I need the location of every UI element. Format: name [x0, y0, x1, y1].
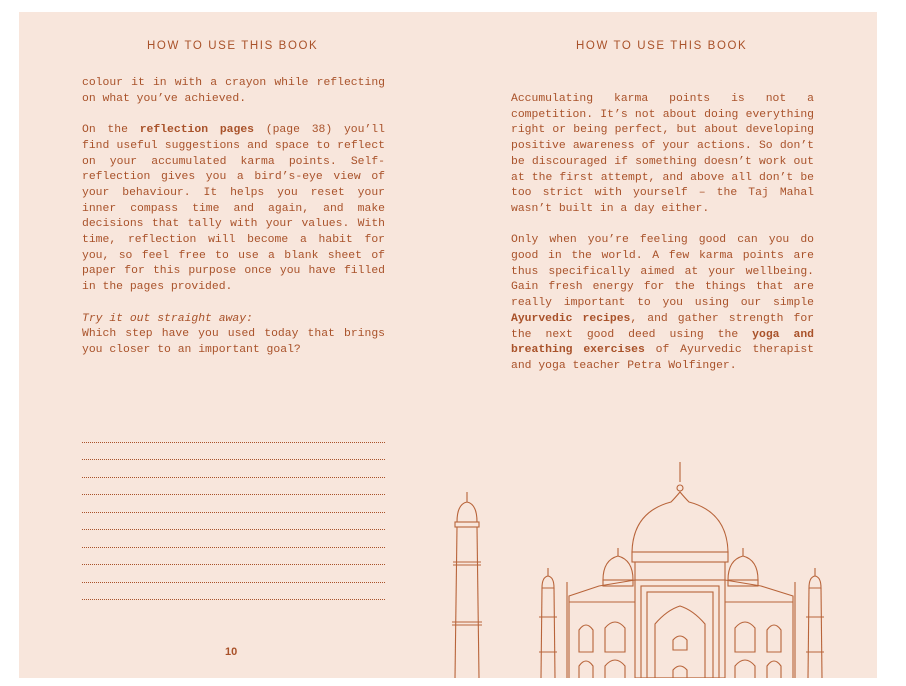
writing-line[interactable]	[82, 494, 385, 495]
writing-line[interactable]	[82, 442, 385, 443]
left-paragraph-2	[82, 123, 385, 296]
right-paragraph-1: Accumulating karma points is not a competition. It’s not about doing everything right or being perfect, but about developing positive awareness of your actions. So don’t be discouraged if something doesn’t work out at the first attempt, and above all don’t be too strict with yourself – the Taj Mahal wasn’t built in a day either.	[511, 93, 814, 215]
left-paragraph-1: colour it in with a crayon while reflecting on what you’ve achieved.	[82, 77, 385, 105]
try-label: Try it out straight away:	[82, 312, 253, 325]
right-page-body	[511, 92, 814, 390]
writing-line[interactable]	[82, 512, 385, 513]
writing-line[interactable]	[82, 564, 385, 565]
page-number: 10	[225, 646, 238, 658]
try-it-block	[82, 312, 385, 359]
small-minarets	[539, 568, 824, 678]
main-dome	[632, 462, 728, 580]
try-question: Which step have you used today that brings you closer to an important goal?	[82, 328, 385, 356]
writing-line[interactable]	[82, 459, 385, 460]
taj-mahal-illustration	[419, 452, 877, 678]
right-page-header: HOW TO USE THIS BOOK	[576, 40, 748, 52]
writing-line[interactable]	[82, 477, 385, 478]
para2-pre: On the	[82, 124, 140, 137]
writing-line[interactable]	[82, 529, 385, 530]
ayurvedic-recipes-term: Ayurvedic recipes	[511, 312, 631, 325]
left-minaret	[452, 492, 482, 678]
para2-post: (page 38) you’ll find useful suggestions and space to reflect on your accumulated karma points. Self-reflection gives you a bird’s-eye view of your behaviour. It helps you reset your inner compass time and again, and make decisions that tally with your values. With time, reflection will become a habit for you, so feel free to use a blank sheet of paper for this purpose once you have filled in the pages provided.	[82, 124, 385, 294]
left-page-header: HOW TO USE THIS BOOK	[147, 40, 319, 52]
writing-line[interactable]	[82, 599, 385, 600]
writing-line[interactable]	[82, 582, 385, 583]
main-building	[569, 580, 793, 678]
right-paragraph-2	[511, 233, 814, 374]
para2-c: of Ayurvedic therapist and yoga teacher Petra Wolfinger.	[511, 344, 815, 372]
para2-a: Only when you’re feeling good can you do good in the world. A few karma points are thus specifically aimed at your wellbeing. Gain fresh energy for the things that are really important to you using our simple	[511, 234, 814, 310]
left-page-body	[82, 76, 385, 374]
yoga-exercises-term: yoga and breathing exercises	[511, 328, 814, 357]
para2-b: , and gather strength for the next good deed using the	[511, 312, 814, 341]
book-spread	[19, 12, 877, 678]
writing-line[interactable]	[82, 547, 385, 548]
reflection-pages-term: reflection pages	[139, 124, 254, 137]
